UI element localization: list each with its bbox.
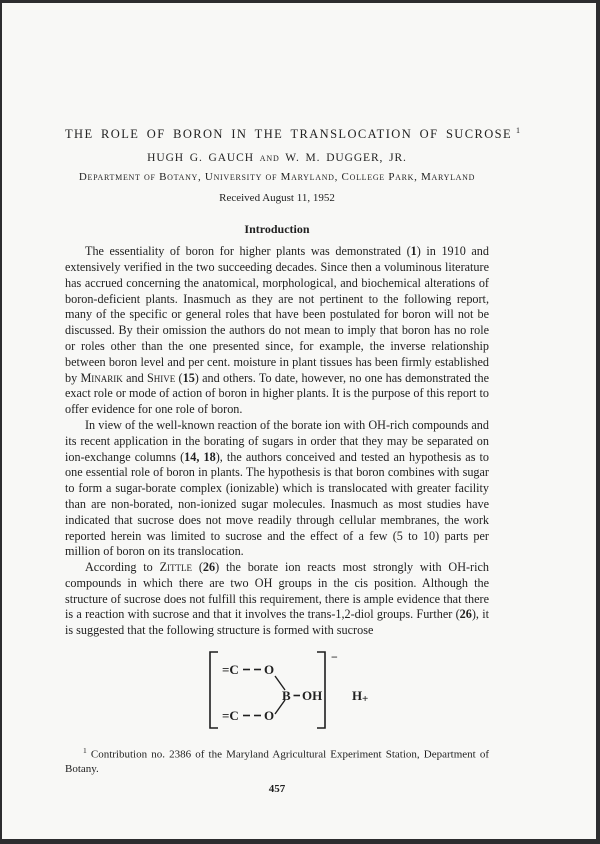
authors: HUGH G. GAUCH and W. M. DUGGER, JR.	[147, 152, 407, 165]
paragraph: The essentiality of boron for higher plants was demonstrated (1) in 1910 and extensively verified in the two succeeding decades. Since then a voluminous literature has accrued concerning the anatomical, morphological, and biochemical alterations of boron-deficient plants. Inasmuch as they are not pertinent to the following report, many of the specific or general roles that have been postulated for boron will not be discussed. By their omission the authors do not mean to imply that boron has no role or roles other than the one presented since, for example, the inverse relationship between boron level and per cent. moisture in plant tissues has been firmly established by Minarik and Shive (15) and others. To date, however, no one has demonstrated the exact role or mode of action of boron in higher plants. It is the purpose of this report to offer evidence for one role of boron.	[65, 244, 489, 417]
paper-title-text: THE ROLE OF BORON IN THE TRANSLOCATION OF SUCROSE	[65, 127, 513, 142]
top-carbon-label: =C	[222, 662, 239, 678]
footnote-text: Contribution no. 2386 of the Maryland Agricultural Experiment Station, Department of Botany.	[65, 748, 489, 775]
page-content	[65, 3, 520, 796]
paper-title	[65, 126, 520, 142]
received-date: Received August 11, 1952	[219, 192, 335, 205]
negative-charge-label: −	[331, 650, 338, 665]
bottom-carbon-label: =C	[222, 708, 239, 724]
hydrogen-ion-label: H	[352, 688, 363, 704]
hydroxyl-label: OH	[302, 688, 323, 704]
boron-label: B	[282, 688, 291, 704]
footnote	[65, 744, 489, 776]
body-paragraphs	[65, 244, 489, 639]
paper-page	[2, 3, 596, 839]
bottom-oxygen-label: O	[264, 708, 275, 724]
footnote-mark: 1	[83, 746, 87, 756]
top-oxygen-label: O	[264, 662, 275, 678]
page-number: 457	[268, 783, 286, 796]
borate-complex-diagram	[205, 648, 390, 732]
bracket-left	[210, 652, 218, 728]
paragraph: In view of the well-known reaction of the borate ion with OH-rich compounds and its recent application in the borating of sugars in order that they may be separated on ion-exchange columns (14, 18), the authors conceived and tested an hypothesis as to one essential role of boron in plants. The hypothesis is that boron combines with sugar to form a sugar-borate complex (ionizable) which is translocated with greater facility than are non-borated, non-ionized sugar molecules. Inasmuch as most studies have indicated that sucrose does not move readily through cellular membranes, the work reported herein was limited to sucrose and the effect of a few (5 to 10) parts per million of boron on its translocation.	[65, 417, 489, 559]
title-footnote-mark: 1	[515, 126, 520, 135]
affiliation: Department of Botany, University of Maryland, College Park, Maryland	[78, 171, 476, 184]
paragraph: According to Zittle (26) the borate ion reacts most strongly with OH-rich compounds in which there are two OH groups in the cis position. Although the structure of sucrose does not fulfill this requirement, there is ample evidence that there is a reaction with sucrose and that it involves the trans-1,2-diol groups. Further (26), it is suggested that the following structure is formed with sucrose	[65, 560, 490, 638]
chemical-structure-figure	[205, 648, 489, 734]
plus-charge-label: +	[362, 693, 369, 706]
section-heading-introduction: Introduction	[244, 222, 310, 237]
